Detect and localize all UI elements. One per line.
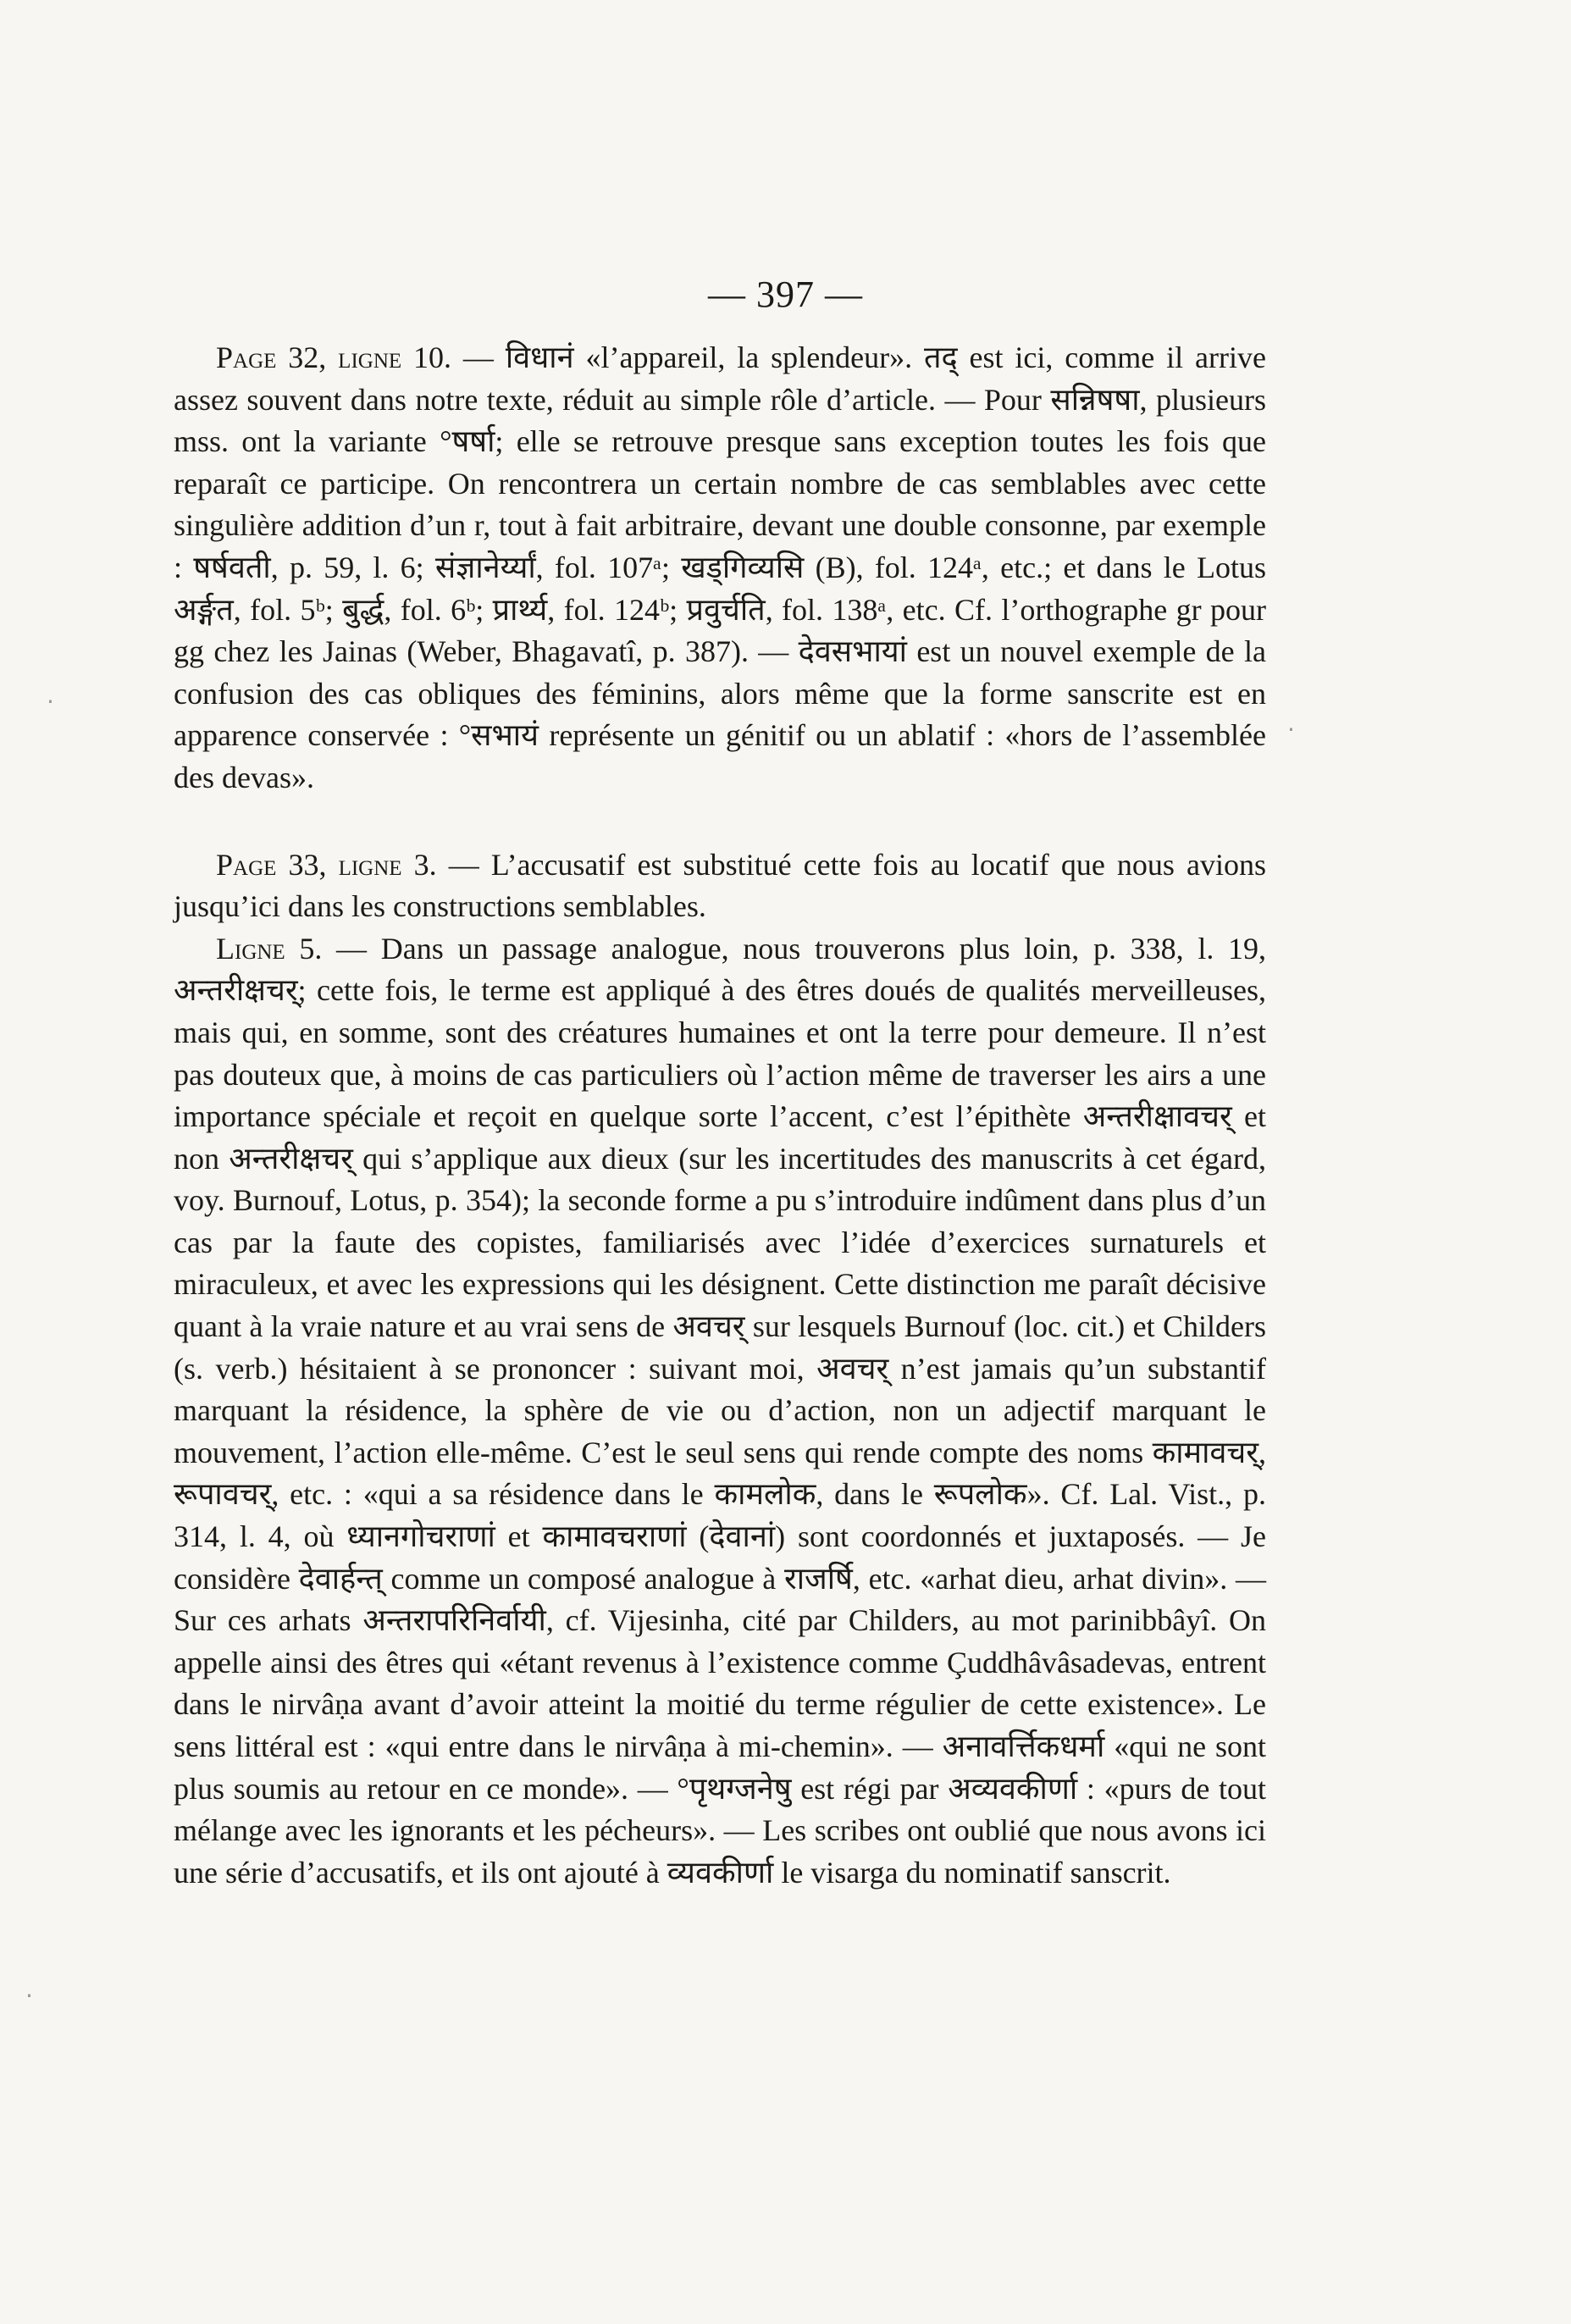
paragraph-ligne-5: [174, 928, 1266, 1895]
paragraph-text: — विधानं «l’appareil, la splendeur». तद् est ici, comme il arrive assez souvent dans notre texte, réduit au simple rôle d’article. — Pour सन्निषषा, plusieurs mss. ont la variante °षर्षा; elle se retrouve presque sans exception toutes les fois que reparaît ce participe. On rencontrera un certain nombre de cas semblables avec cette singulière addition d’un r, tout à fait arbitraire, devant une double consonne, par exemple : षर्षवती, p. 59, l. 6; संज्ञानेर्य्यां, fol. 107ᵃ; खड्गिव्यसि (B), fol. 124ᵃ, etc.; et dans le Lotus अर्ङ्गत, fol. 5ᵇ; बुर्द्ध, fol. 6ᵇ; प्रार्थ्य, fol. 124ᵇ; प्रवुर्चति, fol. 138ᵃ, etc. Cf. l’orthographe gr pour gg chez les Jainas (Weber, Bhagavatî, p. 387). — देवसभायां est un nouvel exemple de la confusion des cas obliques des féminins, alors même que la forme sanscrite est en apparence conservée : °सभायं représente un génitif ou un ablatif : «hors de l’assemblée des devas».: [174, 340, 1266, 794]
paragraph-label: Ligne 5.: [216, 931, 323, 966]
margin-speck: ·: [25, 1982, 33, 2010]
margin-speck: ·: [47, 688, 54, 716]
paragraph-page-32: [174, 337, 1266, 800]
paragraph-text: — L’accusatif est substitué cette fois au locatif que nous avions jusqu’ici dans les constructions semblables.: [174, 847, 1266, 924]
page-body: [174, 337, 1266, 1894]
paragraph-text: — Dans un passage analogue, nous trouverons plus loin, p. 338, l. 19, अन्तरीक्षचर्; cette fois, le terme est appliqué à des êtres doués de qualités merveilleuses, mais qui, en somme, sont des créatures humaines et ont la terre pour demeure. Il n’est pas douteux que, à moins de cas particuliers où l’action même de traverser les airs a une importance spéciale et reçoit en quelque sorte l’accent, c’est l’épithète अन्तरीक्षावचर् et non अन्तरीक्षचर् qui s’applique aux dieux (sur les incertitudes des manuscrits à cet égard, voy. Burnouf, Lotus, p. 354); la seconde forme a pu s’introduire indûment dans plus d’un cas par la faute des copistes, familiarisés avec l’idée d’exercices surnaturels et miraculeux, et avec les expressions qui les désignent. Cette distinction me paraît décisive quant à la vraie nature et au vrai sens de अवचर् sur lesquels Burnouf (loc. cit.) et Childers (s. verb.) hésitaient à se prononcer : suivant moi, अवचर् n’est jamais qu’un substantif marquant la résidence, la sphère de vie ou d’action, non un adjectif marquant le mouvement, l’action elle-même. C’est le seul sens qui rende compte des noms कामावचर्, रूपावचर्, etc. : «qui a sa résidence dans le कामलोक, dans le रूपलोक». Cf. Lal. Vist., p. 314, l. 4, où ध्यानगोचराणां et कामावचराणां (देवानां) sont coordonnés et juxtaposés. — Je considère देवार्हन्त् comme un composé analogue à राजर्षि, etc. «arhat dieu, arhat divin». — Sur ces arhats अन्तरापरिनिर्वायी, cf. Vijesinha, cité par Childers, au mot parinibbâyî. On appelle ainsi des êtres qui «étant revenus à l’existence comme Çuddhâvâsadevas, entrent dans le nirvâṇa avant d’avoir atteint la moitié du terme régulier de cette existence». Le sens littéral est : «qui entre dans le nirvâṇa à mi-chemin». — अनावर्त्तिकधर्मा «qui ne sont plus soumis au retour en ce monde». — °पृथग्जनेषु est régi par अव्यवकीर्णा : «purs de tout mélange avec les ignorants et les pécheurs». — Les scribes ont oublié que nous avons ici une série d’accusatifs, et ils ont ajouté à व्यवकीर्णा le visarga du nominatif sanscrit.: [174, 931, 1266, 1890]
paragraph-page-33: [174, 844, 1266, 928]
margin-speck: ·: [1287, 716, 1295, 744]
paragraph-label: Page 32, ligne 10.: [216, 340, 452, 374]
page-number: — 397 —: [708, 274, 863, 315]
paragraph-label: Page 33, ligne 3.: [216, 847, 437, 882]
